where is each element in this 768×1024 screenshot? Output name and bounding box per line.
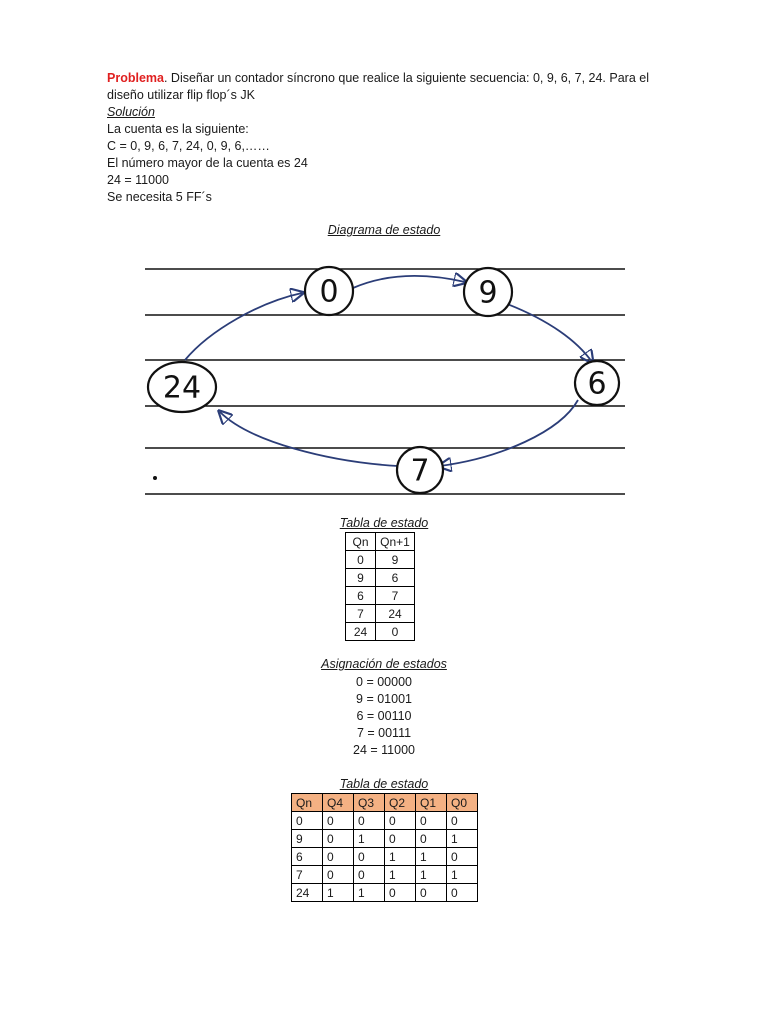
table-cell: 0 [416, 812, 447, 830]
table-cell: 0 [416, 830, 447, 848]
table-cell: 1 [447, 830, 478, 848]
intro-line: La cuenta es la siguiente: [107, 122, 249, 136]
table-header-cell: Q2 [385, 794, 416, 812]
problem-statement [107, 70, 677, 206]
state-diagram [140, 250, 630, 500]
state-label: 6 [587, 366, 607, 402]
table-row [346, 569, 415, 587]
table-cell: 1 [323, 884, 354, 902]
problem-label: Problema [107, 71, 164, 85]
table-cell: 0 [376, 623, 415, 641]
table-row [346, 551, 415, 569]
arrow-0-to-9 [353, 276, 465, 288]
state-nodes [148, 267, 619, 493]
table-cell: 0 [416, 884, 447, 902]
table-header-cell: Qn [292, 794, 323, 812]
table-cell: 0 [447, 848, 478, 866]
problem-text: . Diseñar un contador síncrono que realice la siguiente secuencia: 0, 9, 6, 7, 24. Para el diseño utilizar flip flop´s JK [107, 71, 649, 102]
assignment-line: 9 = 01001 [356, 692, 412, 706]
state-label: 0 [319, 274, 339, 310]
table-header-cell: Q0 [447, 794, 478, 812]
assignment-line: 0 = 00000 [356, 675, 412, 689]
arrow-6-to-7 [440, 400, 578, 466]
table-cell: 9 [346, 569, 376, 587]
problem-paragraph [107, 70, 677, 104]
state-label: 24 [162, 370, 202, 406]
table-cell: 6 [346, 587, 376, 605]
table-row [346, 587, 415, 605]
assignment-caption: Asignación de estados [321, 657, 447, 671]
table-cell: 1 [385, 848, 416, 866]
table-row [346, 605, 415, 623]
table-cell: 0 [292, 812, 323, 830]
table-header-cell: Q4 [323, 794, 354, 812]
table-cell: 7 [346, 605, 376, 623]
table-cell: 0 [354, 812, 385, 830]
table-cell: 6 [376, 569, 415, 587]
table-header-cell: Qn+1 [376, 533, 415, 551]
arrow-9-to-6 [502, 302, 592, 362]
table-row [292, 848, 478, 866]
table-header-cell: Qn [346, 533, 376, 551]
table-row [292, 884, 478, 902]
table-row [292, 830, 478, 848]
ruled-lines [145, 269, 625, 494]
table-row [292, 812, 478, 830]
solution-label: Solución [107, 105, 155, 119]
table-header-cell: Q3 [354, 794, 385, 812]
table-cell: 0 [354, 866, 385, 884]
table-header-row [346, 533, 415, 551]
assignment-line: 6 = 00110 [356, 709, 412, 723]
table-cell: 0 [447, 884, 478, 902]
table-cell: 1 [354, 830, 385, 848]
state-table [345, 532, 415, 641]
table-cell: 1 [447, 866, 478, 884]
state-label: 7 [410, 453, 430, 489]
table-cell: 1 [354, 884, 385, 902]
arrow-24-to-0 [185, 293, 302, 360]
assignment-line: 24 = 11000 [353, 743, 415, 757]
table-cell: 7 [292, 866, 323, 884]
table-cell: 9 [292, 830, 323, 848]
table-cell: 24 [376, 605, 415, 623]
table-cell: 0 [323, 848, 354, 866]
assignment-line: 7 = 00111 [356, 726, 412, 740]
table-cell: 0 [385, 884, 416, 902]
intro-line: 24 = 11000 [107, 173, 169, 187]
table-cell: 0 [323, 812, 354, 830]
table-cell: 0 [385, 830, 416, 848]
table-cell: 0 [447, 812, 478, 830]
table-cell: 1 [416, 848, 447, 866]
table-row [292, 866, 478, 884]
binary-state-table [291, 793, 478, 902]
diagram-caption: Diagrama de estado [327, 223, 441, 237]
table-cell: 1 [385, 866, 416, 884]
intro-line: El número mayor de la cuenta es 24 [107, 156, 308, 170]
state-table-caption: Tabla de estado [339, 516, 429, 530]
table-cell: 0 [385, 812, 416, 830]
transition-arrows [185, 276, 592, 466]
table-cell: 0 [323, 866, 354, 884]
binary-table-caption: Tabla de estado [339, 777, 429, 791]
table-header-cell: Q1 [416, 794, 447, 812]
table-cell: 6 [292, 848, 323, 866]
table-cell: 7 [376, 587, 415, 605]
table-cell: 24 [346, 623, 376, 641]
table-cell: 0 [354, 848, 385, 866]
table-row [346, 623, 415, 641]
table-cell: 1 [416, 866, 447, 884]
table-cell: 0 [346, 551, 376, 569]
table-header-row [292, 794, 478, 812]
intro-line: C = 0, 9, 6, 7, 24, 0, 9, 6,…… [107, 139, 270, 153]
pen-dot [153, 476, 157, 480]
table-cell: 24 [292, 884, 323, 902]
state-label: 9 [478, 275, 498, 311]
table-cell: 0 [323, 830, 354, 848]
table-cell: 9 [376, 551, 415, 569]
intro-line: Se necesita 5 FF´s [107, 190, 212, 204]
state-assignment-list [0, 674, 768, 759]
arrow-7-to-24 [220, 412, 398, 466]
